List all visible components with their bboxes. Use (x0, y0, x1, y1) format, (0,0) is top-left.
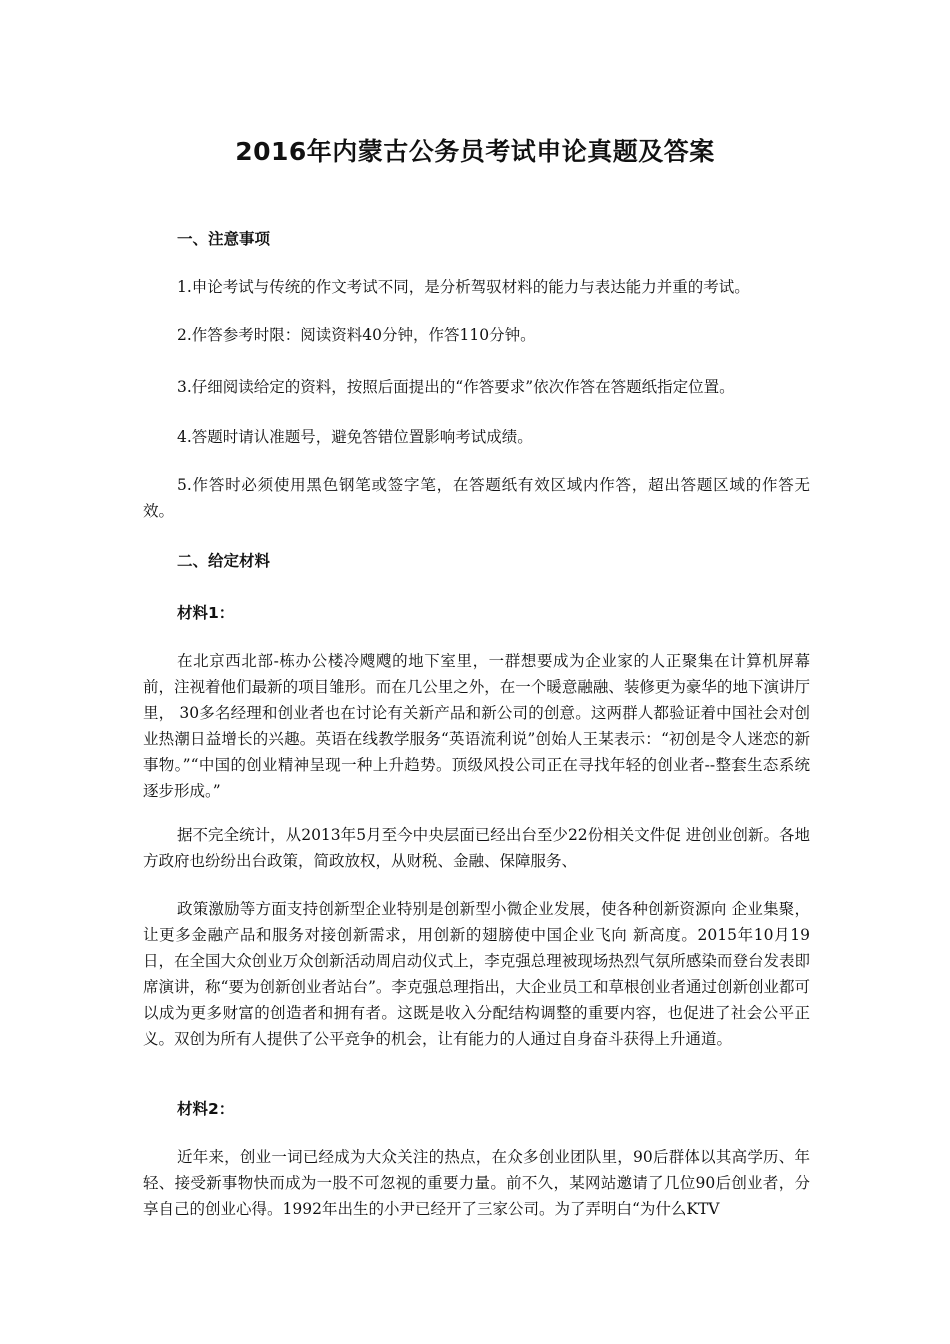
note-item-2: 2.作答参考时限：阅读资料40分钟，作答110分钟。 (177, 326, 536, 344)
section-heading-notes: 一、注意事项 (177, 230, 271, 248)
note-item-5: 5.作答时必须使用黑色钢笔或签字笔，在答题纸有效区域内作答，超出答题区域的作答无效。 (143, 476, 810, 520)
material-1-label: 材料1： (177, 604, 235, 622)
material-1-paragraph: 政策激励等方面支持创新型企业特别是创新型小微企业发展，使各种创新资源向 企业集聚，让更多金融产品和服务对接创新需求，用创新的翅膀使中国企业飞向 新高度。2015年10月19日，在全国大众创业万众创新活动周启动仪式上，李克强总理被现场热烈气氛所感染而登台发表即席演讲，称“要为创新创业者站台”。李克强总理指出，大企业员工和草根创业者通过创新创业都可以成为更多财富的创造者和拥有者。这既是收入分配结构调整的重要内容，也促进了社会公平正义。双创为所有人提供了公平竞争的机会，让有能力的人通过自身奋斗获得上升通道。 (143, 900, 810, 1048)
material-2-label: 材料2： (177, 1100, 235, 1118)
note-item-4: 4.答题时请认准题号，避免答错位置影响考试成绩。 (177, 428, 533, 446)
note-item-3: 3.仔细阅读给定的资料，按照后面提出的“作答要求”依次作答在答题纸指定位置。 (177, 378, 735, 396)
section-heading-materials: 二、给定材料 (177, 552, 271, 570)
document-title: 2016年内蒙古公务员考试申论真题及答案 (235, 137, 715, 166)
material-1-paragraph: 在北京西北部-栋办公楼冷飕飕的地下室里，一群想要成为企业家的人正聚集在计算机屏幕前，注视着他们最新的项目雏形。而在几公里之外，在一个暖意融融、装修更为豪华的地下演讲厅里， 30多名经理和创业者也在讨论有关新产品和新公司的创意。这两群人都验证着中国社会对创业热潮日益增长的兴趣。英语在线教学服务“英语流利说”创始人王某表示：“初创是令人迷恋的新事物。”“中国的创业精神呈现一种上升趋势。顶级风投公司正在寻找年轻的创业者--整套生态系统逐步形成。” (143, 652, 810, 800)
material-1-paragraph: 据不完全统计，从2013年5月至今中央层面已经出台至少22份相关文件促 进创业创新。各地方政府也纷纷出台政策，简政放权，从财税、金融、保障服务、 (143, 826, 810, 870)
note-item-1: 1.申论考试与传统的作文考试不同，是分析驾驭材料的能力与表达能力并重的考试。 (177, 278, 750, 296)
material-2-paragraph: 近年来，创业一词已经成为大众关注的热点，在众多创业团队里，90后群体以其高学历、年轻、接受新事物快而成为一股不可忽视的重要力量。前不久，某网站邀请了几位90后创业者，分享自己的创业心得。1992年出生的小尹已经开了三家公司。为了弄明白“为什么KTV (143, 1148, 810, 1218)
